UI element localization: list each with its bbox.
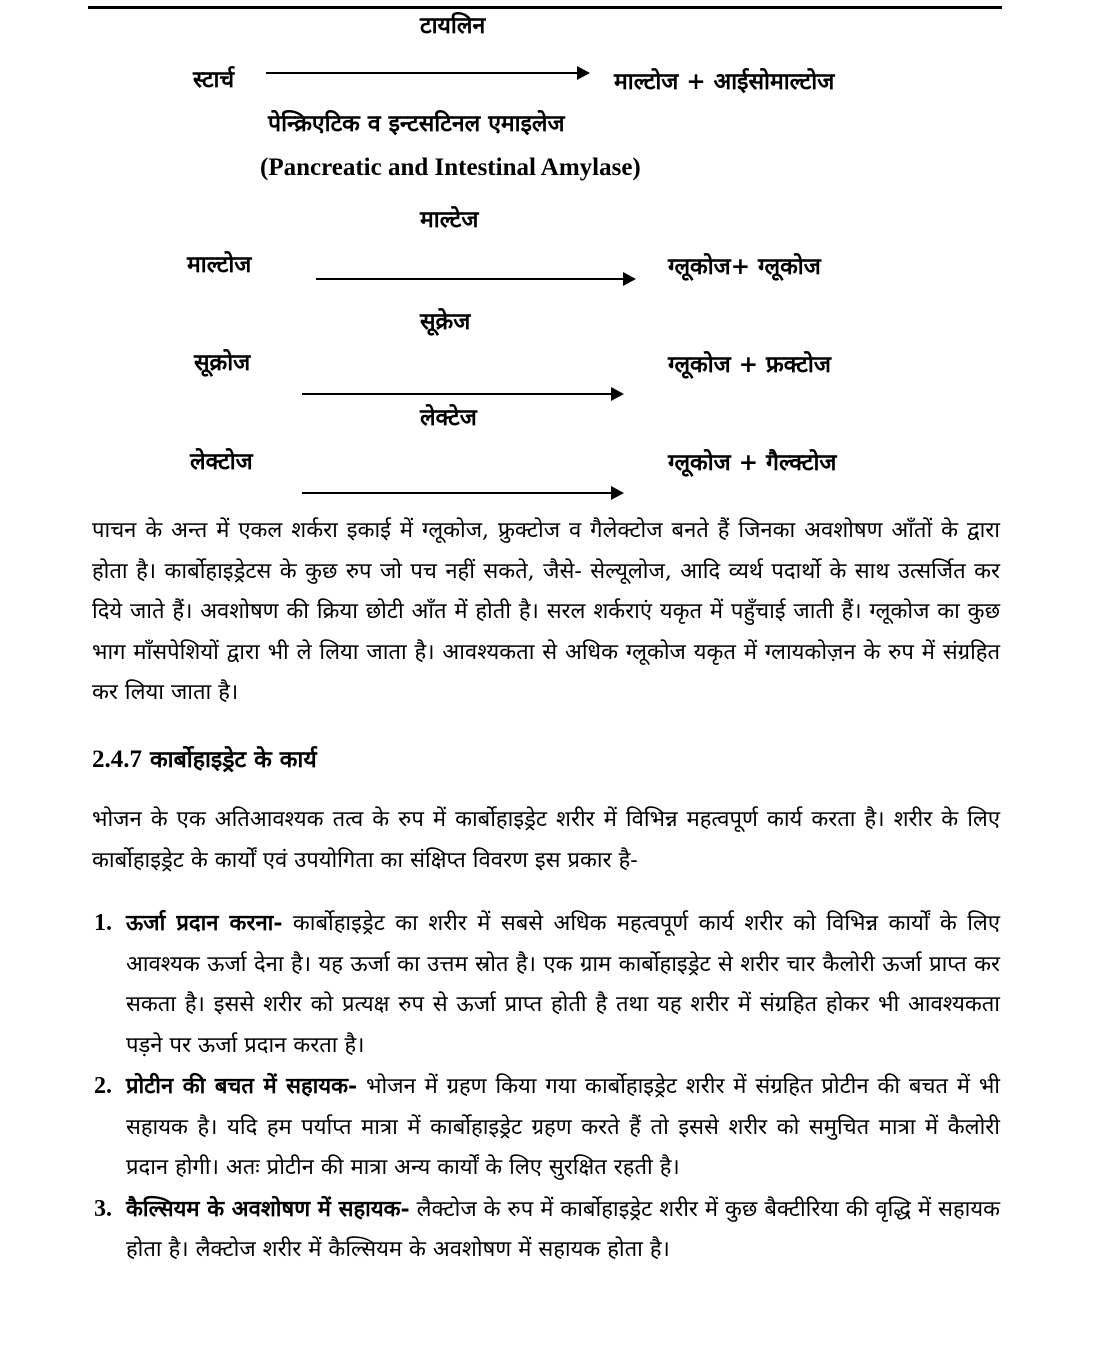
list-item-text: भोजन में ग्रहण किया गया कार्बोहाइड्रेट शरीर में संग्रहित प्रोटीन की बचत में भी सहायक है। यदि हम पर्याप्त मात्रा में कार्बोहाइड्रेट ग्रहण करते हैं तो इससे शरीर को समुचित मात्रा में कैलोरी प्रदान होगी। अतः प्रोटीन की मात्रा अन्य कार्यों के लिए सुरक्षित रहती है। xyxy=(126,1074,1000,1180)
enzyme-amylase-english: (Pancreatic and Intestinal Amylase) xyxy=(260,154,641,181)
section-heading xyxy=(92,742,317,774)
paragraph-intro: भोजन के एक अतिआवश्यक तत्व के रुप में कार्बोहाइड्रेट शरीर में विभिन्न महत्वपूर्ण कार्य करता है। शरीर के लिए कार्बोहाइड्रेट के कार्यों एवं उपयोगिता का संक्षिप्त विवरण इस प्रकार है- xyxy=(92,807,1000,873)
products-sucrose: ग्लूकोज + फ्रक्टोज xyxy=(668,351,831,378)
paragraph-absorption: पाचन के अन्त में एकल शर्करा इकाई में ग्लूकोज, फ्रुक्टोज व गैलेक्टोज बनते हैं जिनका अवशोषण आँतों के द्वारा होता है। कार्बोहाइड्रेटस के कुछ रुप जो पच नहीं सकते, जैसे- सेल्यूलोज, आदि व्यर्थ पदार्थो के साथ उत्सर्जित कर दिये जाते हैं। अवशोषण की क्रिया छोटी आँत में होती है। सरल शर्कराएं यकृत में पहुँचाई जाती हैं। ग्लूकोज का कुछ भाग माँसपेशियों द्वारा भी ले लिया जाता है। आवश्यकता से अधिक ग्लूकोज यकृत में ग्लायकोज़न के रुप में संग्रहित कर लिया जाता है। xyxy=(92,518,1000,705)
list-item-number: 1. xyxy=(94,910,112,936)
substrate-lactose: लेक्टोज xyxy=(190,448,253,475)
list-item xyxy=(92,1189,1000,1271)
list-item-text: लैक्टोज के रुप में कार्बोहाइड्रेट शरीर में कुछ बैक्टीरिया की वृद्धि में सहायक होता है। लैक्टोज शरीर में कैल्सियम के अवशोषण में सहायक होता है। xyxy=(126,1196,1000,1262)
section-number: 2.4.7 xyxy=(92,746,142,773)
functions-list xyxy=(92,903,1000,1271)
list-item-title: प्रोटीन की बचत में सहायक- xyxy=(126,1073,358,1099)
enzyme-sucrase: सूक्रेज xyxy=(420,308,471,335)
products-starch: माल्टोज + आईसोमाल्टोज xyxy=(614,68,835,95)
list-item-number: 3. xyxy=(94,1195,112,1222)
reaction-arrow-lactose xyxy=(302,492,612,494)
reaction-arrow-sucrose xyxy=(302,393,612,395)
substrate-starch: स्टार्च xyxy=(193,66,235,93)
top-rule xyxy=(88,6,1002,9)
products-maltose: ग्लूकोज+ ग्लूकोज xyxy=(668,253,821,280)
enzyme-maltase: माल्टेज xyxy=(420,206,479,233)
list-item-number: 2. xyxy=(94,1073,112,1099)
list-item-title: ऊर्जा प्रदान करना- xyxy=(126,910,283,936)
reaction-arrow-maltose xyxy=(316,278,624,280)
substrate-sucrose: सूक्रोज xyxy=(194,349,251,376)
list-item xyxy=(92,1066,1000,1189)
list-item-text: कार्बोहाइड्रेट का शरीर में सबसे अधिक महत्वपूर्ण कार्य शरीर को विभिन्न कार्यों के लिए आवश्यक ऊर्जा देना है। यह ऊर्जा का उत्तम स्रोत है। एक ग्राम कार्बोहाइड्रेट से शरीर चार कैलोरी ऊर्जा प्राप्त कर सकता है। इससे शरीर को प्रत्यक्ष रुप से ऊर्जा प्राप्त होती है तथा यह शरीर में संग्रहित होकर भी आवश्यकता पड़ने पर ऊर्जा प्रदान करता है। xyxy=(126,911,1000,1058)
list-item-title: कैल्सियम के अवशोषण में सहायक- xyxy=(126,1195,410,1222)
products-lactose: ग्लूकोज + गैल्क्टोज xyxy=(668,449,837,476)
reaction-arrow-starch xyxy=(266,72,578,74)
list-item xyxy=(92,903,1000,1066)
enzyme-amylase-hindi: पेन्क्रिएटिक व इन्टसटिनल एमाइलेज xyxy=(268,110,565,137)
enzyme-ptyalin: टायलिन xyxy=(420,12,486,39)
enzyme-lactase: लेक्टेज xyxy=(420,404,477,431)
section-title: कार्बोहाइड्रेट के कार्य xyxy=(150,746,317,773)
substrate-maltose: माल्टोज xyxy=(187,251,252,278)
